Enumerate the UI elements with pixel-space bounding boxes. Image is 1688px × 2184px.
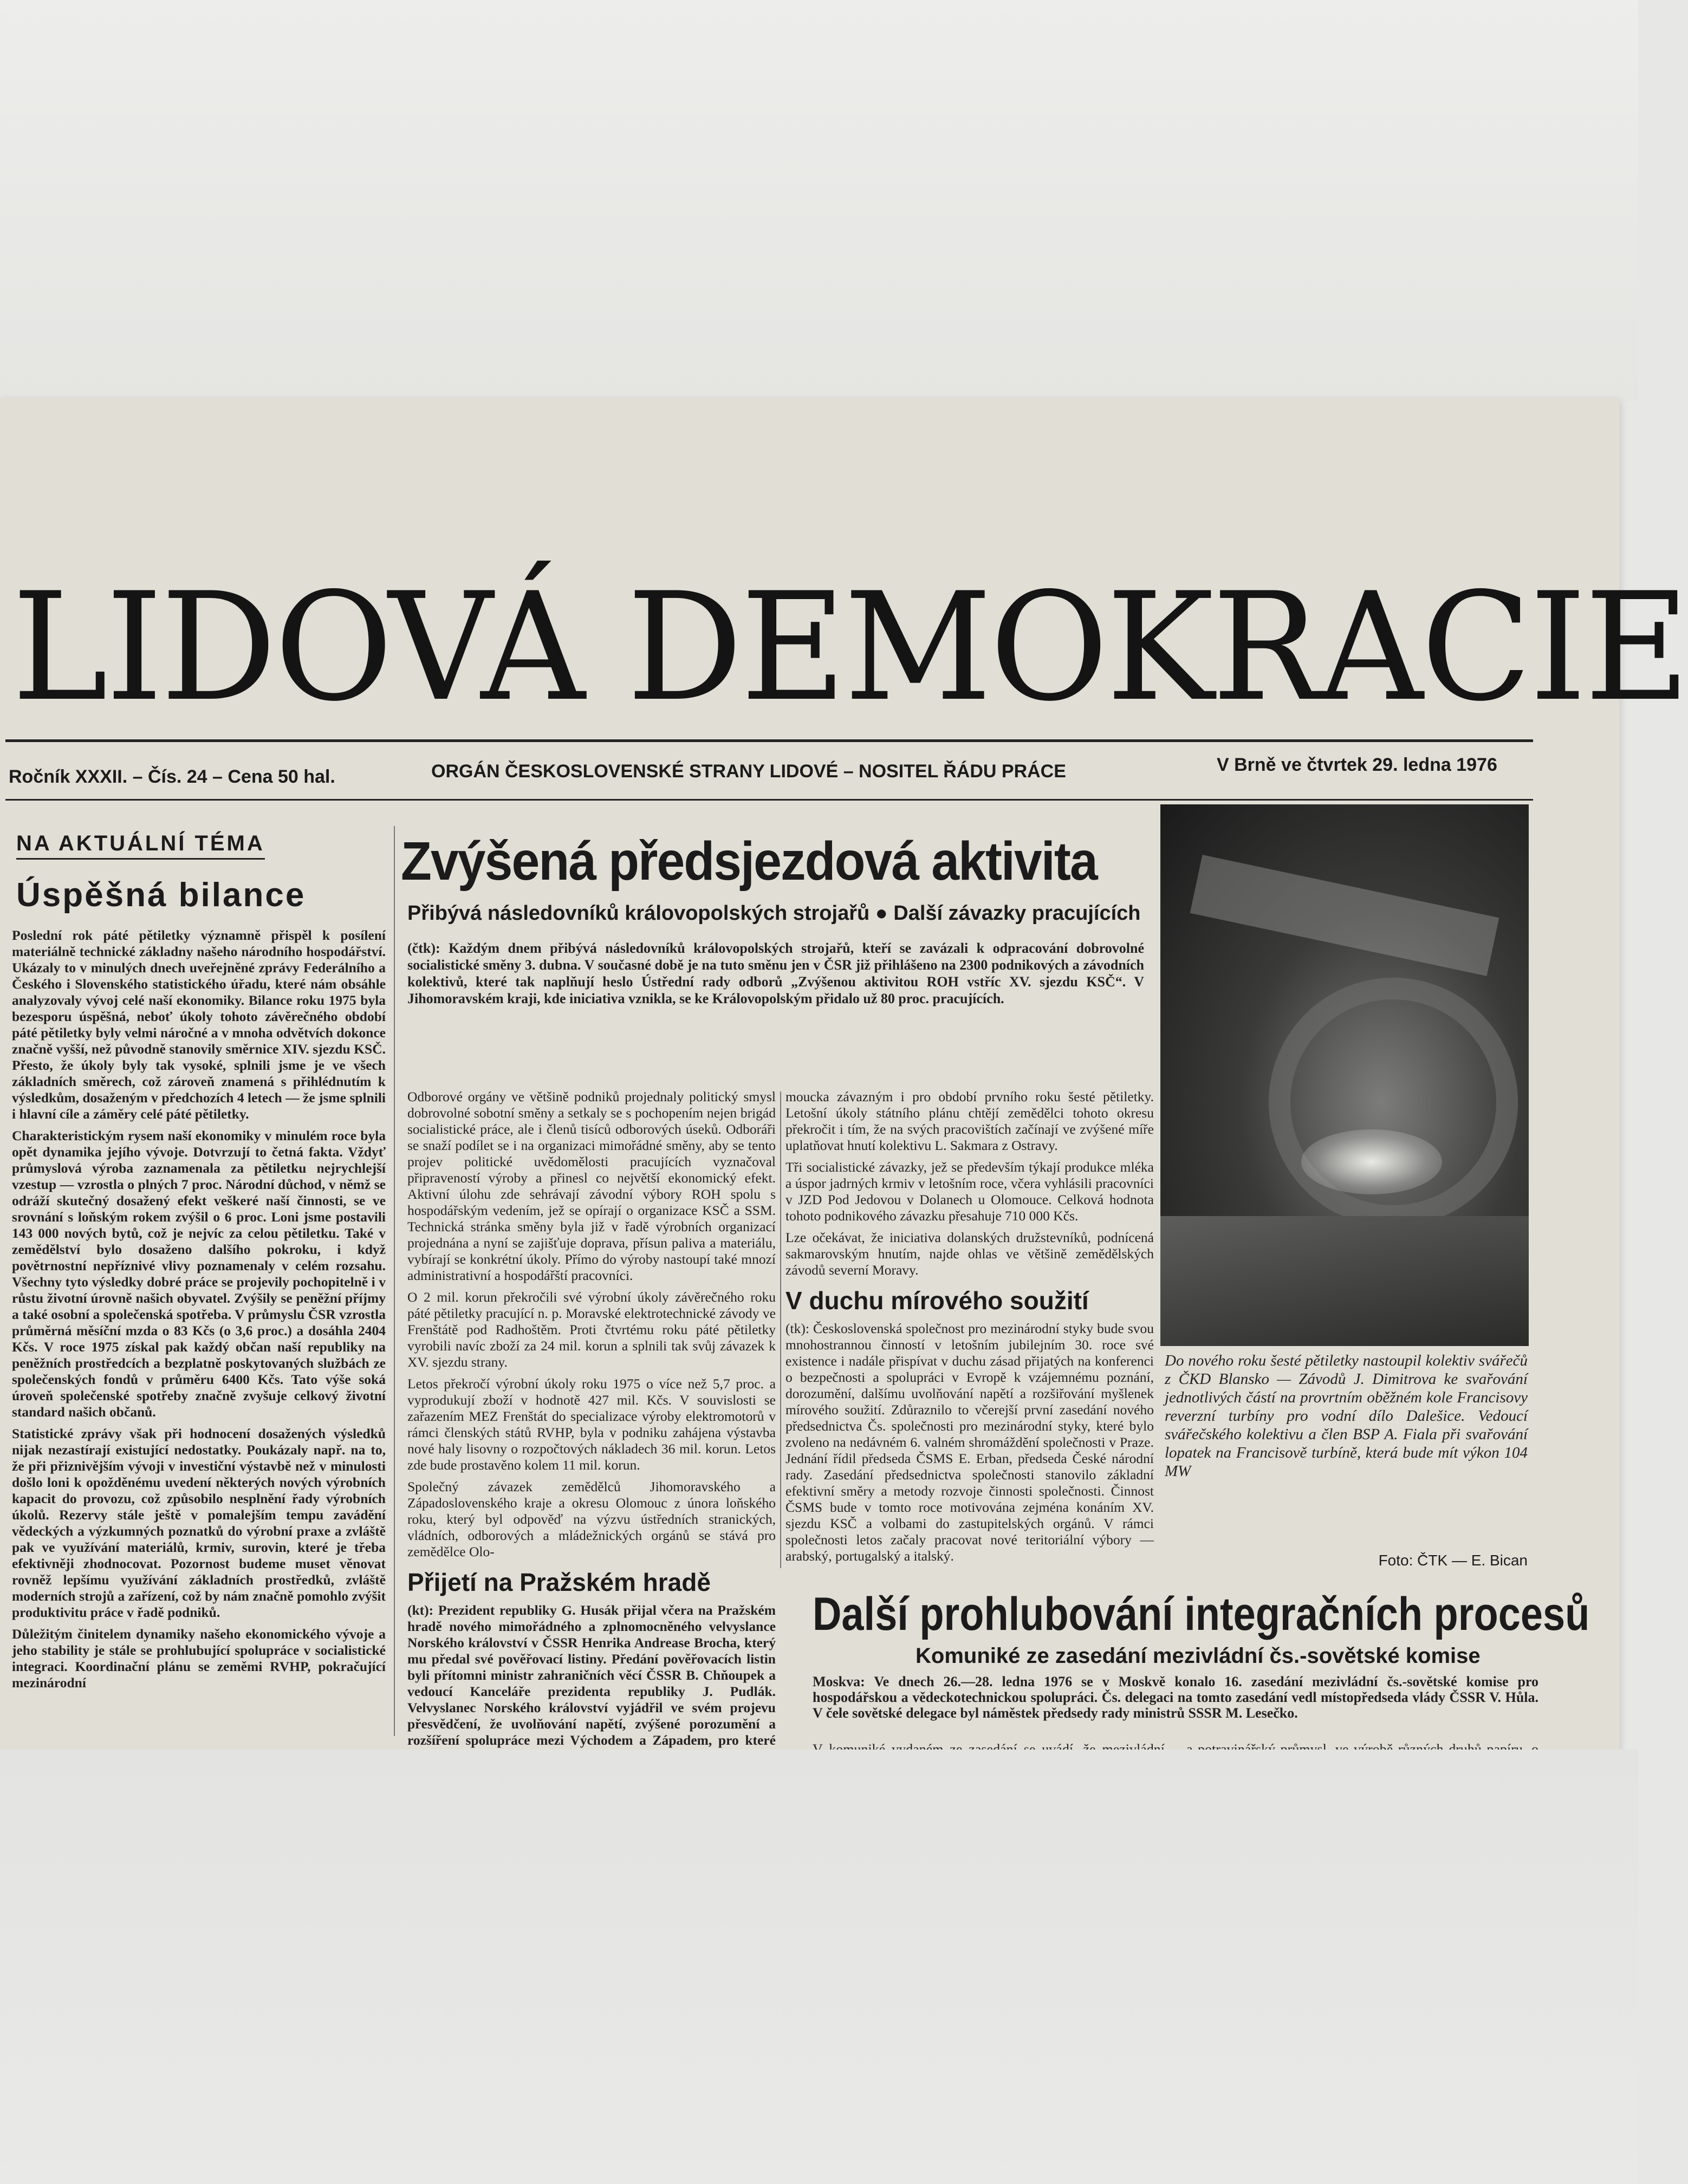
photo-welding-spark	[1301, 1129, 1442, 1194]
background-bottom	[0, 1750, 1638, 2184]
integration-headline: Další prohlubování integračních procesů	[813, 1588, 1590, 1640]
integration-lead	[813, 1674, 1538, 1739]
column-divider	[394, 826, 395, 1736]
masthead-infobar	[9, 750, 1531, 794]
left-paragraph: Poslední rok páté pětiletky významně přispěl k posílení materiálně technické základny našeho národního hospodářství. Ukázaly to v minulých dnech uveřejněné zprávy Federálního a Českého i Slovenského statistického úřadu, které nám obsáhle analyzovaly vývoj celé naší ekonomiky. Bilance roku 1975 byla bezesporu úspěšná, neboť úkoly tohoto závěrečného období páté pětiletky byly velmi náročné a v mnoha odvětvích dokonce značně vyšší, než původně stanovily směrnice XIV. sjezdu KSČ. Přesto, že úkoly byly tak vysoké, splnili jsme je ve všech základních směrech, což zároveň znamená s přihlédnutím k výsledkům, dosaženým v předchozích 4 letech — že jsme splnili i hlavní cíle a záměry celé páté pětiletky.	[12, 927, 386, 1122]
background-top	[0, 0, 1638, 401]
main-lead	[407, 940, 1144, 1081]
left-paragraph: Charakteristickým rysem naší ekonomiky v minulém roce byla opět dynamika jejího vývoje. Dotvrzují to četná fakta. Vždyť průmyslová výroba zaznamenala za pětiletku nejrychlejší vzestup — vzrostla o plných 7 proc. Národní důchod, v němž se odráží skutečný dosažený efekt veškeré naší činnosti, se ve srovnání s loňským rokem zvýšil o 6 proc. Loni jsme postavili 143 000 nových bytů, což je nejvíc za celou pětiletku. Také v zemědělství bylo dosaženo dalšího pokroku, i když povětrnostní nepříznivé vlivy poznamenaly v celém rozsahu. Všechny tyto výsledky dobré práce se projevily pochopitelně i v růstu životní úrovně našich obyvatel. Zvýšily se peněžní příjmy a také osobní a společenská spotřeba. V průmyslu ČSR vzrostla průměrná měsíční mzda o 83 Kčs (o 3,6 proc.) a dosáhla 2404 Kčs. V roce 1975 získal pak každý občan naší republiky na peněžních prostředcích a bezplatně poskytovaných službách ze společenských fondů v průměru 6400 Kčs. Tato výše soká úroveň společenské spotřeby značně zvyšuje celkový životní standard našich občanů.	[12, 1128, 386, 1420]
peace-text: (tk): Československá společnost pro mezinárodní styky bude svou mnohostrannou činností v letošním jubilejním 30. roce své existence i nadále přispívat v duchu zásad přijatých na konferenci o bezpečnosti a spolupráci v Evropě k vzájemnému poznání, dorozumění, dalšímu uvolňování napětí a rozšiřování myšlenek mírového soužití. Zdůraznilo to včerejší první zasedání nového předsednictva Čs. společnosti pro mezinárodní styky, které bylo zvoleno na nedávném 6. valném shromáždění společnosti v Praze. Jednání řídil předseda ČSMS E. Erban, předseda České národní rady. Zasedání předsednictva společnosti stanovilo základní efektivní směry a metody rozvoje činnosti společnosti. Činnost ČSMS bude v tomto roce motivována zejména konáním XV. sjezdu KSČ a volbami do zastupitelských orgánů. V rámci společnosti letos začaly pracovat nové teritoriální výbory — arabský, portugalský a italský.	[785, 1321, 1154, 1564]
column-divider	[780, 1091, 781, 1568]
dateline: V Brně ve čtvrtek 29. ledna 1976	[1217, 755, 1497, 775]
main-paragraph: Lze očekávat, že iniciativa dolanských družstevníků, podnícená sakmarovským hnutím, najde ohlas ve většině zemědělských závodů severní Moravy.	[785, 1230, 1154, 1278]
issue-volume: Ročník XXXII. – Čís. 24 – Cena 50 hal.	[9, 766, 335, 787]
left-paragraph: Důležitým činitelem dynamiky našeho ekonomického vývoje a jeho stability je stále se prohlubující spolupráce v socialistické integraci. Koordinační plánu se zeměmi RVHP, pokračující mezinárodní	[12, 1626, 386, 1691]
masthead-rule-top	[5, 739, 1533, 742]
left-paragraph: Statistické zprávy však při hodnocení dosažených výsledků nijak nezastírají existující nedostatky. Poukázaly např. na to, že při přiznivějším vývoji v investiční výstavbě než v minulosti došlo loni k opožděnému uvedení některých nových výrobních kapacit do provozu, což způsobilo nesplnění řady výrobních úkolů. Rezervy stále ještě v pomalejším tempu zavádění vědeckých a výzkumných poznatků do výrobní praxe a zvláště pak ve využívání materiálů, krmiv, surovin, které je třeba efektivněji zhodnocovat. Pozornost budeme muset věnovat rovněž lepšímu využívání základních prostředků, zvláště moderních strojů a zařízení, což by nám značně pomohlo zvýšit produktivitu práce v řadě podniků.	[12, 1426, 386, 1620]
main-headline: Zvýšená předsjezdová aktivita	[401, 831, 1097, 892]
news-photo	[1160, 804, 1529, 1346]
photo-floor	[1160, 1216, 1529, 1346]
peace-headline: V duchu mírového soužití	[785, 1286, 1089, 1315]
main-paragraph: O 2 mil. korun překročili své výrobní úkoly závěrečného roku páté pětiletky pracující n. p. Moravské elektrotechnické závody ve Frenštátě pod Radhoštěm. Proti čtvrtému roku páté pětiletky vyrobili navíc zboží za 24 mil. korun a splnili tak svůj závazek k XV. sjezdu strany.	[407, 1289, 776, 1370]
main-paragraph: Odborové orgány ve většině podniků projednaly politický smysl dobrovolné sobotní směny a setkaly se s pochopením nejen brigád socialistické práce, ale i členů tisíců odborových úseků. Odboráři se snaží podílet se i na organizaci mimořádné směny, aby se tento projev politické uvědomělosti pracujících vyznačoval připraveností výroby a přinesl co největší ekonomický efekt. Aktivní úlohu zde sehrávají závodní výbory ROH spolu s hospodářským vedením, jež se opírají o organizace KSČ a SSM. Technická stránka směny byla již v řadě výrobních organizací projednána a nyní se zajišťuje doprava, přísun paliva a materiálu, vybírají se konkrétní úkoly. Přímo do výroby nastoupí také mnozí administrativní a hospodářští pracovníci.	[407, 1089, 776, 1283]
main-paragraph: moucka závazným i pro období prvního roku šesté pětiletky. Letošní úkoly státního plánu chtějí zemědělci tohoto okresu překročit i tím, že na svých pracovištích začínají ve zvýšené míře uplatňovat hnutí kolektivu L. Sakmara z Ostravy.	[785, 1089, 1154, 1153]
left-column	[12, 831, 386, 1752]
photo-caption: Do nového roku šesté pětiletky nastoupil kolektiv svářečů z ČKD Blansko — Závodů J. Dimitrova ke svařování jednotlivých částí na provrtním oběžném kole Francisovy reverzní turbíny pro vodní dílo Dalešice. Vedoucí svářečského kolektivu a člen BSP A. Fiala při svařování lopatek na Francisově turbíně, která bude mít výkon 104 MW	[1165, 1352, 1528, 1480]
left-article-title: Úspěšná bilance	[16, 876, 306, 914]
publisher-organ: ORGÁN ČESKOSLOVENSKÉ STRANY LIDOVÉ – NOSITEL ŘÁDU PRÁCE	[431, 761, 1066, 782]
castle-headline: Přijetí na Pražském hradě	[407, 1568, 711, 1596]
main-column-a	[407, 1089, 776, 1842]
photo-credit: Foto: ČTK — E. Bican	[1378, 1552, 1528, 1569]
newspaper-page	[0, 398, 1688, 1750]
castle-text: (kt): Prezident republiky G. Husák přijal včera na Pražském hradě nového mimořádného a zplnomocněného velvyslance Norského království v ČSSR Henrika Andrease Brocha, který mu předal své pověřovací listiny. Předání pověřovacích listin byli přítomni ministr zahraničních věcí ČSSR B. Chňoupek a vedoucí Kanceláře prezidenta republiky J. Pudlák. Velvyslanec Norského království vyjádřil ve svém projevu přesvědčení, že uvolňování napětí, zvýšené porozumění a rozšíření spolupráce mezi Východem a Západem, pro které	[407, 1602, 776, 1748]
photo-crane-beam	[1190, 855, 1499, 976]
main-lead-text: (čtk): Každým dnem přibývá následovníků královopolských strojařů, kteří se zavázali k odpracování dobrovolné socialistické směny 3. dubna. V současné době je na tuto směnu jen v ČSR již přihlášeno na 2300 podnikových a závodních kolektivů, které tak naplňují heslo Ústřední rady odborů „Zvýšenou aktivitou ROH vstříc XV. sjezdu KSČ“. V Jihomoravském kraji, kde iniciativa vznikla, se ke Královopolským přidalo už 80 proc. pracujících.	[407, 940, 1144, 1006]
main-paragraph: Tři socialistické závazky, jež se především týkají produkce mléka a úspor jadrných krmiv v letošním roce, včera vyhlásili pracovníci v JZD Pod Jedovou v Dolanech u Olomouce. Celková hodnota tohoto podnikového závazku přesahuje 710 000 Kčs.	[785, 1159, 1154, 1224]
main-paragraph: Letos překročí výrobní úkoly roku 1975 o více než 5,7 proc. a vyprodukují zboží v hodnotě 427 mil. Kčs. V souvislosti se zařazením MEZ Frenštát do specializace výroby elektromotorů v rámci členských států RVHP, byla v podniku zahájena výstavba nové haly lisovny o rozpočtových nákladech 36 mil. korun. Letos zde bude prostavěno kolem 11 mil. korun.	[407, 1376, 776, 1473]
integration-subheadline: Komuniké ze zasedání mezivládní čs.-sovětské komise	[916, 1644, 1481, 1668]
main-paragraph: Společný závazek zemědělců Jihomoravského a Západoslovenského kraje a okresu Olomouc z února loňského roku, který byl odpověď na výzvu ústředních stranických, vládních, odborových a mládežnických orgánů se stává pro zemědělce Olo-	[407, 1479, 776, 1559]
integration-lead-text: Moskva: Ve dnech 26.—28. ledna 1976 se v Moskvě konalo 16. zasedání mezivládní čs.-sovětské komise pro hospodářskou a vědeckotechnickou spolupráci. Čs. delegaci na tomto zasedání vedl místopředseda vlády ČSSR V. Hůla. V čele sovětské delegace byl náměstek předsedy rady ministrů SSSR M. Lesečko.	[813, 1674, 1538, 1721]
main-subheadline: Přibývá následovníků královopolských strojařů ● Další závazky pracujících	[407, 902, 1141, 925]
masthead-title: LIDOVÁ DEMOKRACIE	[12, 561, 1688, 734]
masthead-rule-bottom	[5, 799, 1533, 801]
rubric-label: NA AKTUÁLNÍ TÉMA	[16, 831, 265, 860]
